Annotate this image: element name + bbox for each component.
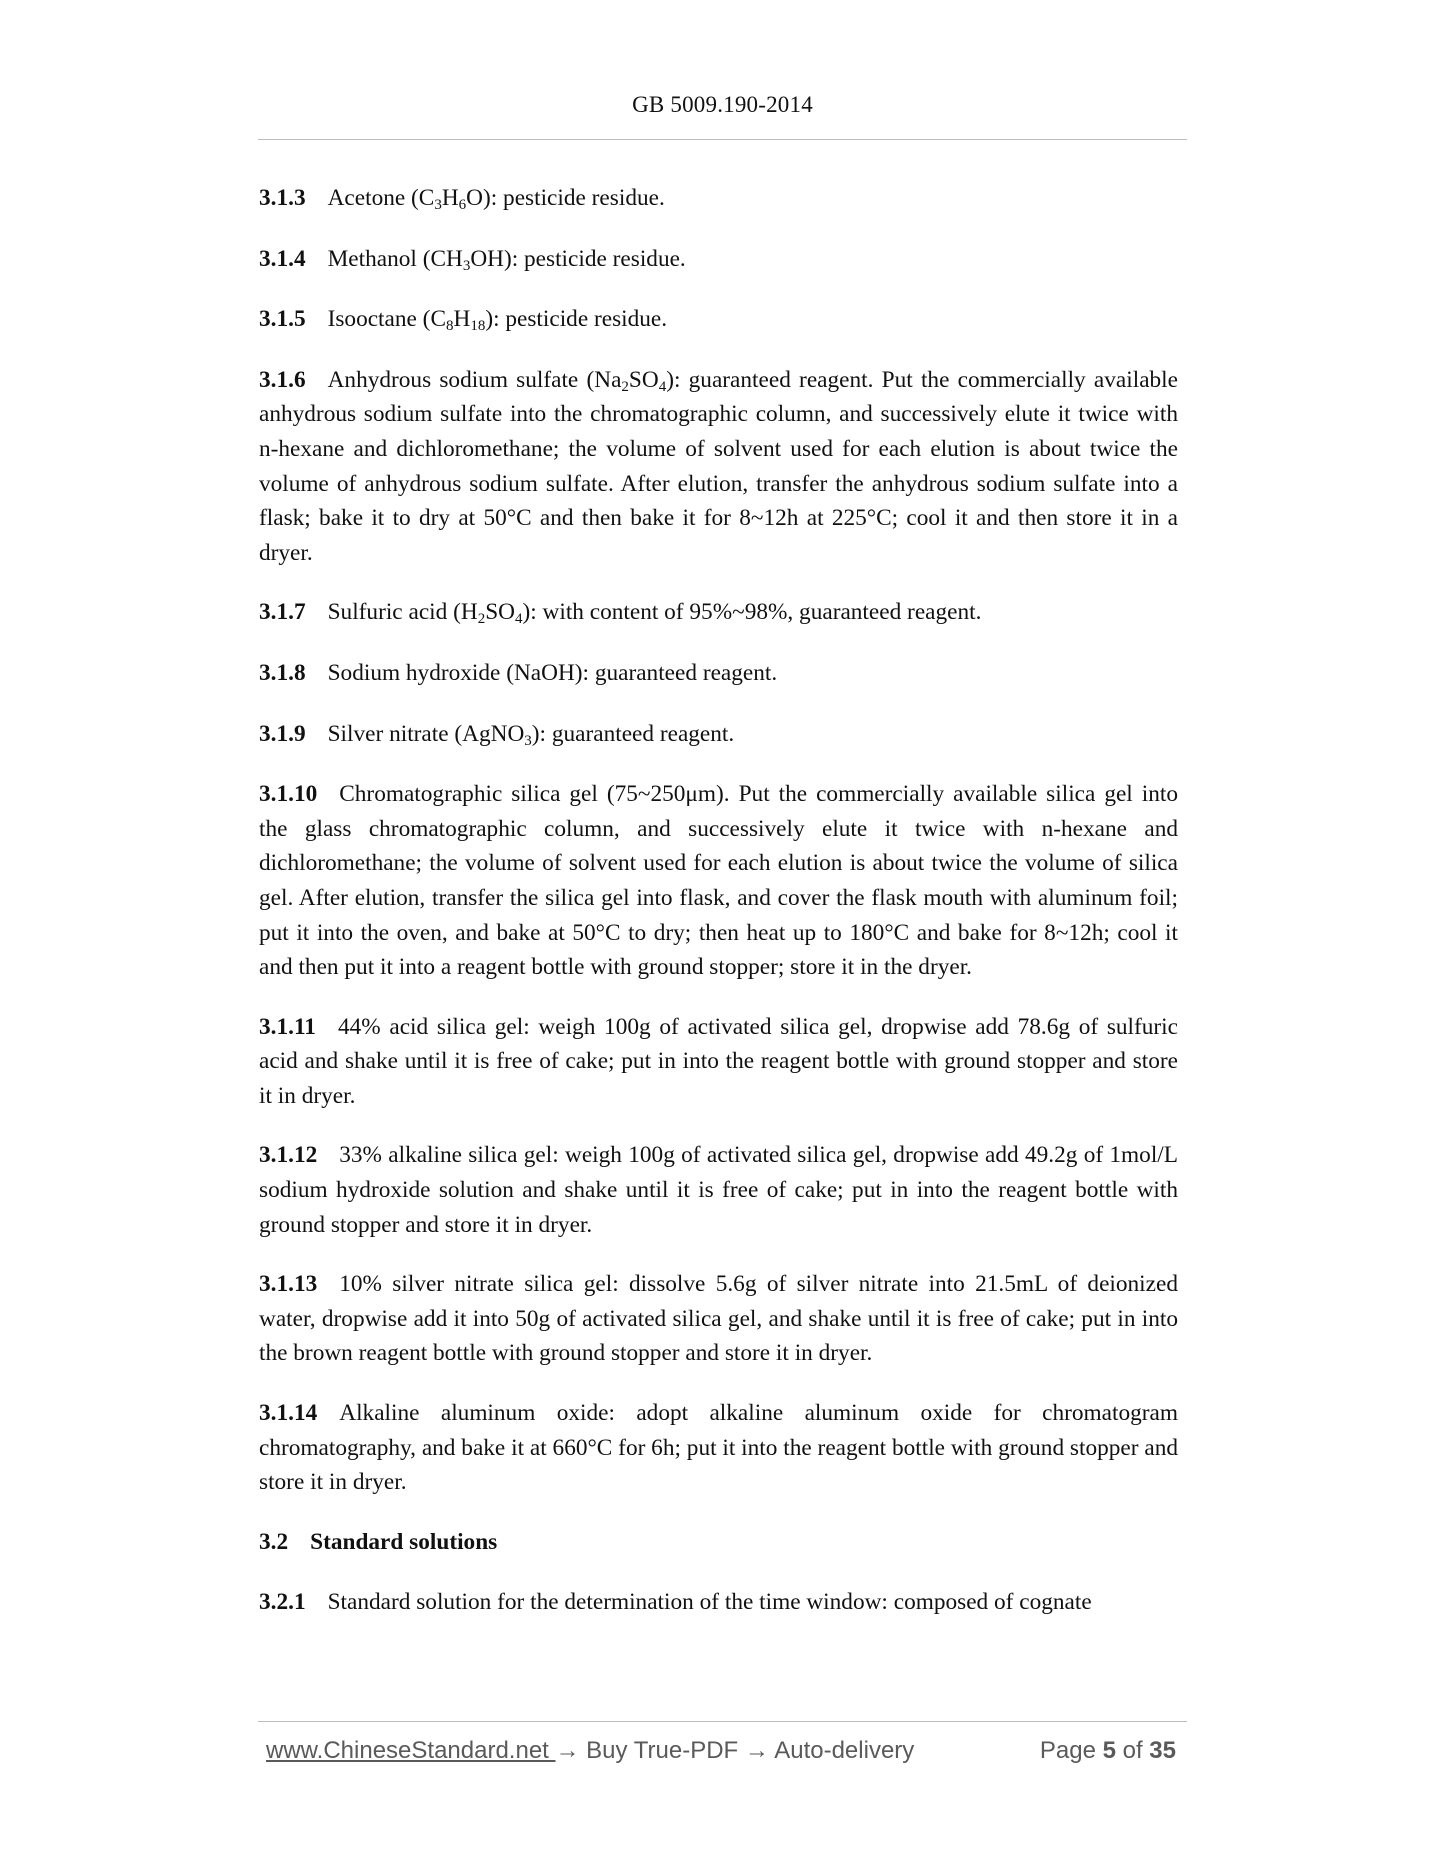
page-footer <box>266 1737 1176 1769</box>
clause-3-1-6: 3.1.6 Anhydrous sodium sulfate $(Na_2SO_4)$: guaranteed reagent. Put the commercially available anhydrous sodium sulfate into the chromatographic column, and successively elute it twice with n-hexane and dichloromethane; the volume of solvent used for each elution is about twice the volume of anhydrous sodium sulfate. After elution, transfer the anhydrous sodium sulfate into a flask; bake it to dry at 50°C and then bake it for 8~12h at 225°C; cool it and then store it in a dryer. <box>259 366 1178 566</box>
clause-number: 3.2.1 <box>259 1589 306 1616</box>
clause-number: 3.1.7 <box>259 599 306 626</box>
clause-number: 3.1.8 <box>259 659 306 686</box>
clause-number: 3.1.6 <box>259 366 306 393</box>
clause-3-1-12: 3.1.12 33% alkaline silica gel: weigh 100g of activated silica gel, dropwise add 49.2g of 1mol/L sodium hydroxide solution and shake until it is free of cake; put in into the reagent bottle with ground stopper and store it in dryer. <box>259 1142 1178 1238</box>
clause-number: 3.1.5 <box>259 306 306 333</box>
auto-delivery-text: Auto-delivery <box>768 1737 915 1764</box>
arrow-right-icon: → <box>555 1737 580 1764</box>
clause-3-1-13: 3.1.13 10% silver nitrate silica gel: dissolve 5.6g of silver nitrate into 21.5mL of deionized water, dropwise add it into 50g of activated silica gel, and shake until it is free of cake; put in into the brown reagent bottle with ground stopper and store it in dryer. <box>259 1271 1178 1367</box>
document-body <box>259 181 1178 1646</box>
footer-divider <box>258 1721 1187 1722</box>
header-divider <box>258 139 1187 140</box>
clause-3-1-9: 3.1.9 Silver nitrate (AgNO$_3$): guaranteed reagent. <box>259 720 735 749</box>
clause-number: 3.1.12 <box>259 1142 318 1169</box>
clause-3-1-11: 3.1.11 44% acid silica gel: weigh 100g of activated silica gel, dropwise add 78.6g of sulfuric acid and shake until it is free of cake; put in into the reagent bottle with ground stopper and store it in dryer. <box>259 1013 1178 1109</box>
total-pages: 35 <box>1149 1737 1176 1764</box>
clause-3-1-4: 3.1.4 Methanol $(CH_3OH)$: pesticide residue. <box>259 245 686 274</box>
footer-promo <box>266 1737 914 1765</box>
clause-3-1-8: 3.1.8 Sodium hydroxide (NaOH): guaranteed reagent. <box>259 659 778 686</box>
clause-3-1-10: 3.1.10 Chromatographic silica gel (75~250μm). Put the commercially available silica gel into the glass chromatographic column, and successively elute it twice with n-hexane and dichloromethane; the volume of solvent used for each elution is about twice the volume of silica gel. After elution, transfer the silica gel into flask, and cover the flask mouth with aluminum foil; put it into the oven, and bake at 50°C to dry; then heat up to 180°C and bake for 8~12h; cool it and then put it into a reagent bottle with ground stopper; store it in the dryer. <box>259 781 1178 981</box>
clause-number: 3.1.13 <box>259 1271 318 1298</box>
current-page-number: 5 <box>1102 1737 1116 1764</box>
page-header-title: GB 5009.190-2014 <box>632 92 813 117</box>
clause-number: 3.1.9 <box>259 720 306 747</box>
clause-number: 3.1.3 <box>259 185 306 211</box>
page-indicator: Page 5 of 35 <box>1039 1737 1176 1764</box>
clause-3-1-14: 3.1.14 Alkaline aluminum oxide: adopt alkaline aluminum oxide for chromatogram chromatography, and bake it at 660°C for 6h; put it into the reagent bottle with ground stopper and store it in dryer. <box>259 1400 1178 1496</box>
section-heading-3-2 <box>259 1525 1178 1560</box>
arrow-right-icon: → <box>744 1737 769 1764</box>
clause-3-1-7: 3.1.7 Sulfuric acid $(H_2SO_4)$: with content of 95%~98%, guaranteed reagent. <box>259 599 982 628</box>
section-title: Standard solutions <box>310 1528 498 1555</box>
clause-3-2-1: 3.2.1 Standard solution for the determination of the time window: composed of cognate <box>259 1589 1092 1616</box>
clause-number: 3.1.11 <box>259 1013 316 1040</box>
clause-number: 3.1.14 <box>259 1400 318 1427</box>
buy-true-pdf-text: Buy True-PDF <box>579 1737 745 1764</box>
section-number: 3.2 <box>259 1528 289 1555</box>
clause-number: 3.1.10 <box>259 781 318 808</box>
clause-3-1-3: 3.1.3 Acetone $(C_3H_6O)$: pesticide residue. <box>259 185 665 213</box>
clause-number: 3.1.4 <box>259 245 306 272</box>
clause-3-1-5: 3.1.5 Isooctane $(C_8H_{18})$: pesticide residue. <box>259 306 668 335</box>
website-link[interactable]: www.ChineseStandard.net <box>266 1737 556 1764</box>
